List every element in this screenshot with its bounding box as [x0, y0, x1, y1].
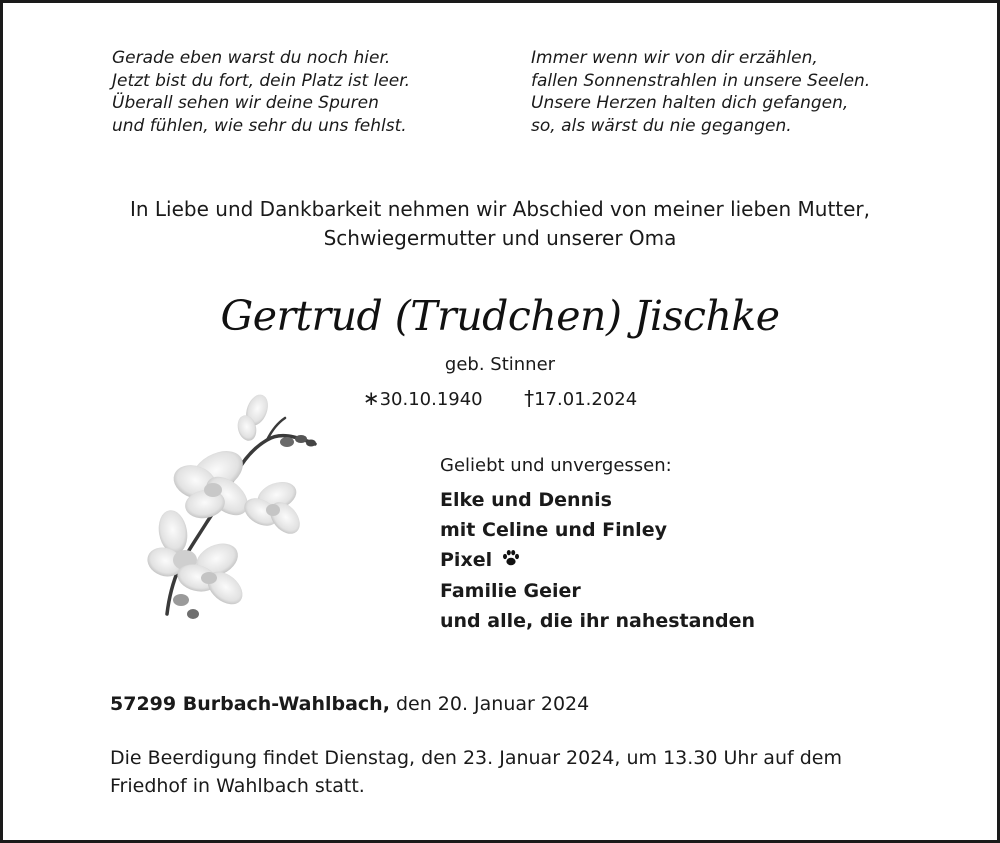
orchid-flower — [169, 442, 255, 523]
place-location: 57299 Burbach-Wahlbach, — [110, 693, 390, 715]
birth-date: 30.10.1940 — [379, 389, 483, 410]
orchid-bud — [235, 392, 272, 443]
maiden-name: geb. Stinner — [444, 354, 556, 375]
mourners-heading: Geliebt und unvergessen: — [440, 455, 672, 476]
intro-line: Schwiegermutter und unserer Oma — [323, 226, 677, 250]
place-date — [110, 690, 589, 718]
death-symbol: † — [524, 386, 535, 410]
funeral-line: Die Beerdigung findet Dienstag, den 23. Januar 2024, um 13.30 Uhr auf dem — [110, 747, 842, 769]
death-date: 17.01.2024 — [534, 389, 638, 410]
poem-line: so, als wärst du nie gegangen. — [531, 115, 792, 136]
mourner-name: und alle, die ihr nahestanden — [440, 609, 755, 632]
mourner-name: Familie Geier — [440, 579, 581, 602]
birth-symbol: ∗ — [362, 386, 380, 410]
funeral-line: Friedhof in Wahlbach statt. — [110, 775, 365, 797]
poem-left — [112, 47, 410, 137]
mourner-name: Elke und Dennis — [440, 489, 612, 511]
orchid-bud — [173, 594, 199, 619]
orchid-flower — [239, 477, 305, 540]
mourner-name: mit Celine und Finley — [440, 519, 667, 541]
place-date-text: den 20. Januar 2024 — [395, 693, 590, 715]
poem-line: und fühlen, wie sehr du uns fehlst. — [112, 115, 407, 136]
poem-line: Jetzt bist du fort, dein Platz ist leer. — [112, 70, 411, 91]
poem-line: Überall sehen wir deine Spuren — [112, 93, 379, 113]
poem-line: Gerade eben warst du noch hier. — [112, 48, 391, 68]
poem-line: fallen Sonnenstrahlen in unsere Seelen. — [531, 70, 871, 91]
intro-line: In Liebe und Dankbarkeit nehmen wir Abschied von meiner lieben Mutter, — [129, 197, 871, 221]
funeral-info — [110, 744, 842, 800]
intro-text — [0, 195, 1000, 253]
mourner-name-pixel — [440, 545, 755, 576]
poem-line: Unsere Herzen halten dich gefangen, — [531, 93, 849, 113]
orchid-image — [145, 392, 320, 627]
poem-right — [531, 47, 870, 137]
paw-print-icon — [502, 546, 520, 576]
mourner-name: Pixel — [440, 549, 493, 571]
mourners-block — [440, 453, 755, 636]
deceased-name: Gertrud (Trudchen) Jischke — [220, 292, 780, 340]
poem-line: Immer wenn wir von dir erzählen, — [531, 48, 818, 68]
